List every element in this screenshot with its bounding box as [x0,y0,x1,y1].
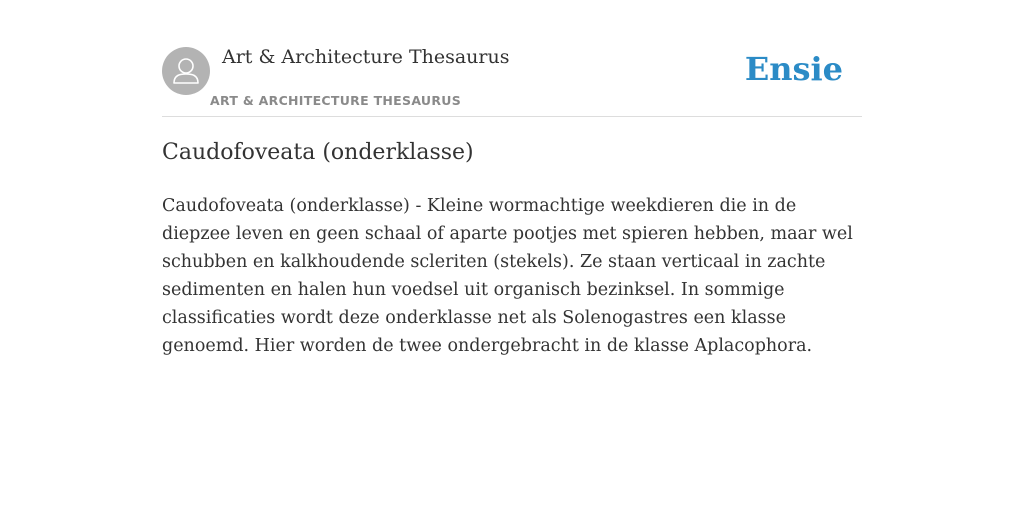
user-icon [162,47,210,95]
brand-logo[interactable]: Ensie [744,50,843,88]
author-avatar[interactable] [162,47,210,95]
author-name[interactable]: Art & Architecture Thesaurus [222,46,510,68]
author-subtitle[interactable]: ART & ARCHITECTURE THESAURUS [210,93,462,108]
article-body: Caudofoveata (onderklasse) - Kleine wormachtige weekdieren die in de diepzee leven en geen schaal of aparte pootjes met spieren hebben, maar wel schubben en kalkhoudende scleriten (stekels). Ze staan verticaal in zachte sedimenten en halen hun voedsel uit organisch bezinksel. In sommige classificaties wordt deze onderklasse net als Solenogastres een klasse genoemd. Hier worden de twee ondergebracht in de klasse Aplacophora. [162,196,853,356]
article-title: Caudofoveata (onderklasse) [162,140,474,165]
article-header [162,46,862,117]
